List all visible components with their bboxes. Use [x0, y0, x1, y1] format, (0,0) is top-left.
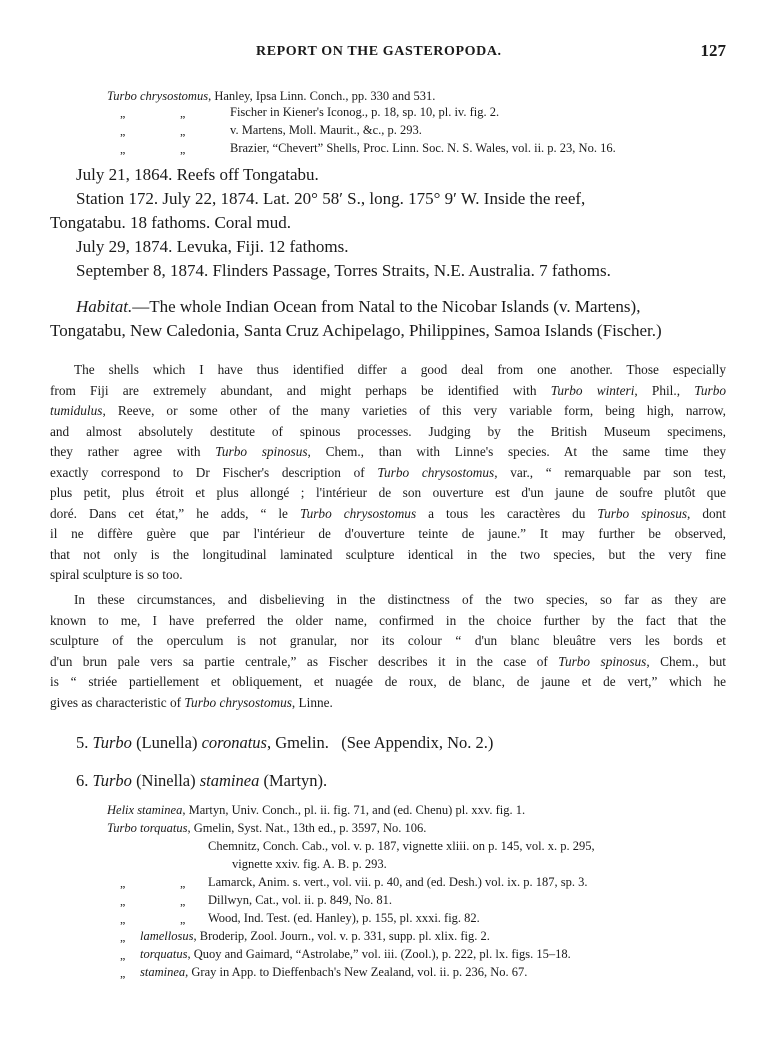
ditto-mark: „ [180, 142, 186, 156]
text-line: from Fiji are extremely abundant, and might perhaps be identified with Turbo winteri, Phil., Turbo [50, 382, 726, 398]
text-line: il ne diffère guère que par l'intérieur de d'ouverture teinte de jaune.” It may further be observed, [50, 526, 726, 541]
text-line: doré. Dans cet état,” he adds, “ le Turbo chrysostomus a tous les caractères du Turbo spinosus, dont [50, 505, 726, 521]
habitat-line: Tongatabu, New Caledonia, Santa Cruz Achipelago, Philippines, Samoa Islands (Fischer.) [50, 321, 662, 340]
text-line: that not only is the longitudinal laminated sculpture identical in the two species, but the very fine [50, 546, 726, 562]
text-line: exactly correspond to Dr Fischer's description of Turbo chrysostomus, var., “ remarquable par son test, [50, 464, 727, 480]
text-line: is “ striée partiellement et obliquement, et nuagée de roux, de blanc, de jaune et de vert,” which he [50, 674, 726, 689]
ditto-mark: „ [120, 106, 126, 120]
synonym-line: Brazier, “Chevert” Shells, Proc. Linn. Soc. N. S. Wales, vol. ii. p. 23, No. 16. [230, 141, 616, 155]
genus-name: Turbo [92, 733, 132, 752]
text-line: In these circumstances, and disbelieving in the distinctness of the two species, so far as they are [74, 592, 726, 607]
author-name: (Martyn). [259, 771, 328, 790]
text-line: d'un brun pale vers sa partie centrale,” as Fischer describes it in the case of Turbo spinosus, Chem., but [50, 653, 727, 669]
text-line: The shells which I have thus identified differ a good deal from one another. Those especially [74, 362, 726, 377]
ditto-mark: „ [120, 894, 126, 908]
synonym-line [107, 88, 435, 105]
synonym-name: Turbo chrysostomus [107, 89, 209, 103]
running-head: REPORT ON THE GASTEROPODA. [256, 44, 502, 59]
habitat-label: Habitat. [76, 297, 133, 316]
habitat-text: —The whole Indian Ocean from Natal to the Nicobar Islands (v. Martens), [132, 297, 641, 316]
synonym-line: v. Martens, Moll. Maurit., &c., p. 293. [230, 123, 422, 137]
locality-line: July 29, 1874. Levuka, Fiji. 12 fathoms. [76, 237, 349, 256]
locality-line: September 8, 1874. Flinders Passage, Torres Straits, N.E. Australia. 7 fathoms. [76, 261, 611, 280]
synonym-line: Lamarck, Anim. s. vert., vol. vii. p. 40, and (ed. Desh.) vol. ix. p. 187, sp. 3. [208, 875, 588, 889]
ditto-mark: „ [120, 930, 126, 944]
ditto-mark: „ [180, 124, 186, 138]
synonym-line: Fischer in Kiener's Iconog., p. 18, sp. 10, pl. iv. fig. 2. [230, 105, 500, 119]
synonym-line: Turbo torquatus, Gmelin, Syst. Nat., 13th ed., p. 3597, No. 106. [107, 821, 427, 835]
synonym-line: staminea, Gray in App. to Dieffenbach's New Zealand, vol. ii. p. 236, No. 67. [140, 965, 528, 979]
author-name: , Gmelin. [266, 733, 329, 752]
species-number: 6. [76, 771, 89, 790]
ditto-mark: „ [180, 106, 186, 120]
ditto-mark: „ [120, 966, 126, 980]
ditto-mark: „ [120, 948, 126, 962]
locality-line: Station 172. July 22, 1874. Lat. 20° 58′ S., long. 175° 9′ W. Inside the reef, [76, 189, 586, 208]
text-line: sculpture of the operculum is not granular, nor its colour “ d'un blanc bleuâtre vers les bords et [50, 633, 726, 648]
ditto-mark: „ [120, 876, 126, 890]
subgenus-parens: (Ninella) [136, 771, 196, 790]
habitat-line [76, 296, 640, 318]
synonym-line: Wood, Ind. Test. (ed. Hanley), p. 155, pl. xxxi. fig. 82. [208, 911, 480, 925]
synonym-line: lamellosus, Broderip, Zool. Journ., vol. v. p. 331, supp. pl. xlix. fig. 2. [140, 929, 490, 943]
text-line: and almost absolutely destitute of spinous processes. Judging by the British Museum specimens, [50, 423, 726, 439]
ditto-mark: „ [120, 912, 126, 926]
synonym-line: torquatus, Quoy and Gaimard, “Astrolabe,” vol. iii. (Zool.), p. 222, pl. lx. figs. 15–18. [140, 947, 571, 961]
ditto-mark: „ [180, 876, 186, 890]
synonym-line: Helix staminea, Martyn, Univ. Conch., pl. ii. fig. 71, and (ed. Chenu) pl. xxv. fig. 1. [107, 803, 526, 817]
text-line: spiral sculpture is so too. [50, 567, 183, 582]
text-line: gives as characteristic of Turbo chrysostomus, Linne. [50, 694, 333, 710]
page-header [0, 41, 776, 68]
text-line: known to me, I have preferred the older name, confirmed in the choice further by the fact that the [50, 612, 726, 628]
text-line: tumidulus, Reeve, or some other of the many varieties of this very variable form, being high, narrow, [50, 403, 726, 418]
species-number: 5. [76, 733, 89, 752]
text-line: plus petit, plus étroit et plus allongé ; l'intérieur de son ouverture est d'un jaune de soufre plutôt que [50, 485, 726, 500]
ditto-mark: „ [180, 912, 186, 926]
page-number: 127 [700, 41, 726, 60]
synonym-line: Dillwyn, Cat., vol. ii. p. 849, No. 81. [208, 893, 393, 907]
synonym-line: vignette xxiv. fig. A. B. p. 293. [232, 857, 387, 871]
ditto-mark: „ [120, 142, 126, 156]
genus-name: Turbo [92, 771, 132, 790]
synonym-line: Chemnitz, Conch. Cab., vol. v. p. 187, vignette xliii. on p. 145, vol. x. p. 295, [208, 839, 595, 853]
text-line: they rather agree with Turbo spinosus, Chem., than with Linne's species. At the same time they [50, 444, 726, 459]
locality-line: Tongatabu. 18 fathoms. Coral mud. [50, 213, 292, 232]
species-name: coronatus [201, 733, 267, 752]
ditto-mark: „ [120, 124, 126, 138]
discussion-paragraph-2 [50, 590, 726, 713]
species-name: staminea [199, 771, 260, 790]
synonym-text: , Hanley, Ipsa Linn. Conch., pp. 330 and 531. [208, 89, 436, 103]
subgenus-parens: (Lunella) [136, 733, 198, 752]
species-heading-6 [76, 770, 327, 792]
locality-line: July 21, 1864. Reefs off Tongatabu. [76, 165, 319, 184]
appendix-note: (See Appendix, No. 2.) [341, 733, 494, 752]
species-heading-5 [76, 732, 493, 754]
discussion-paragraph-1 [50, 360, 726, 586]
ditto-mark: „ [180, 894, 186, 908]
